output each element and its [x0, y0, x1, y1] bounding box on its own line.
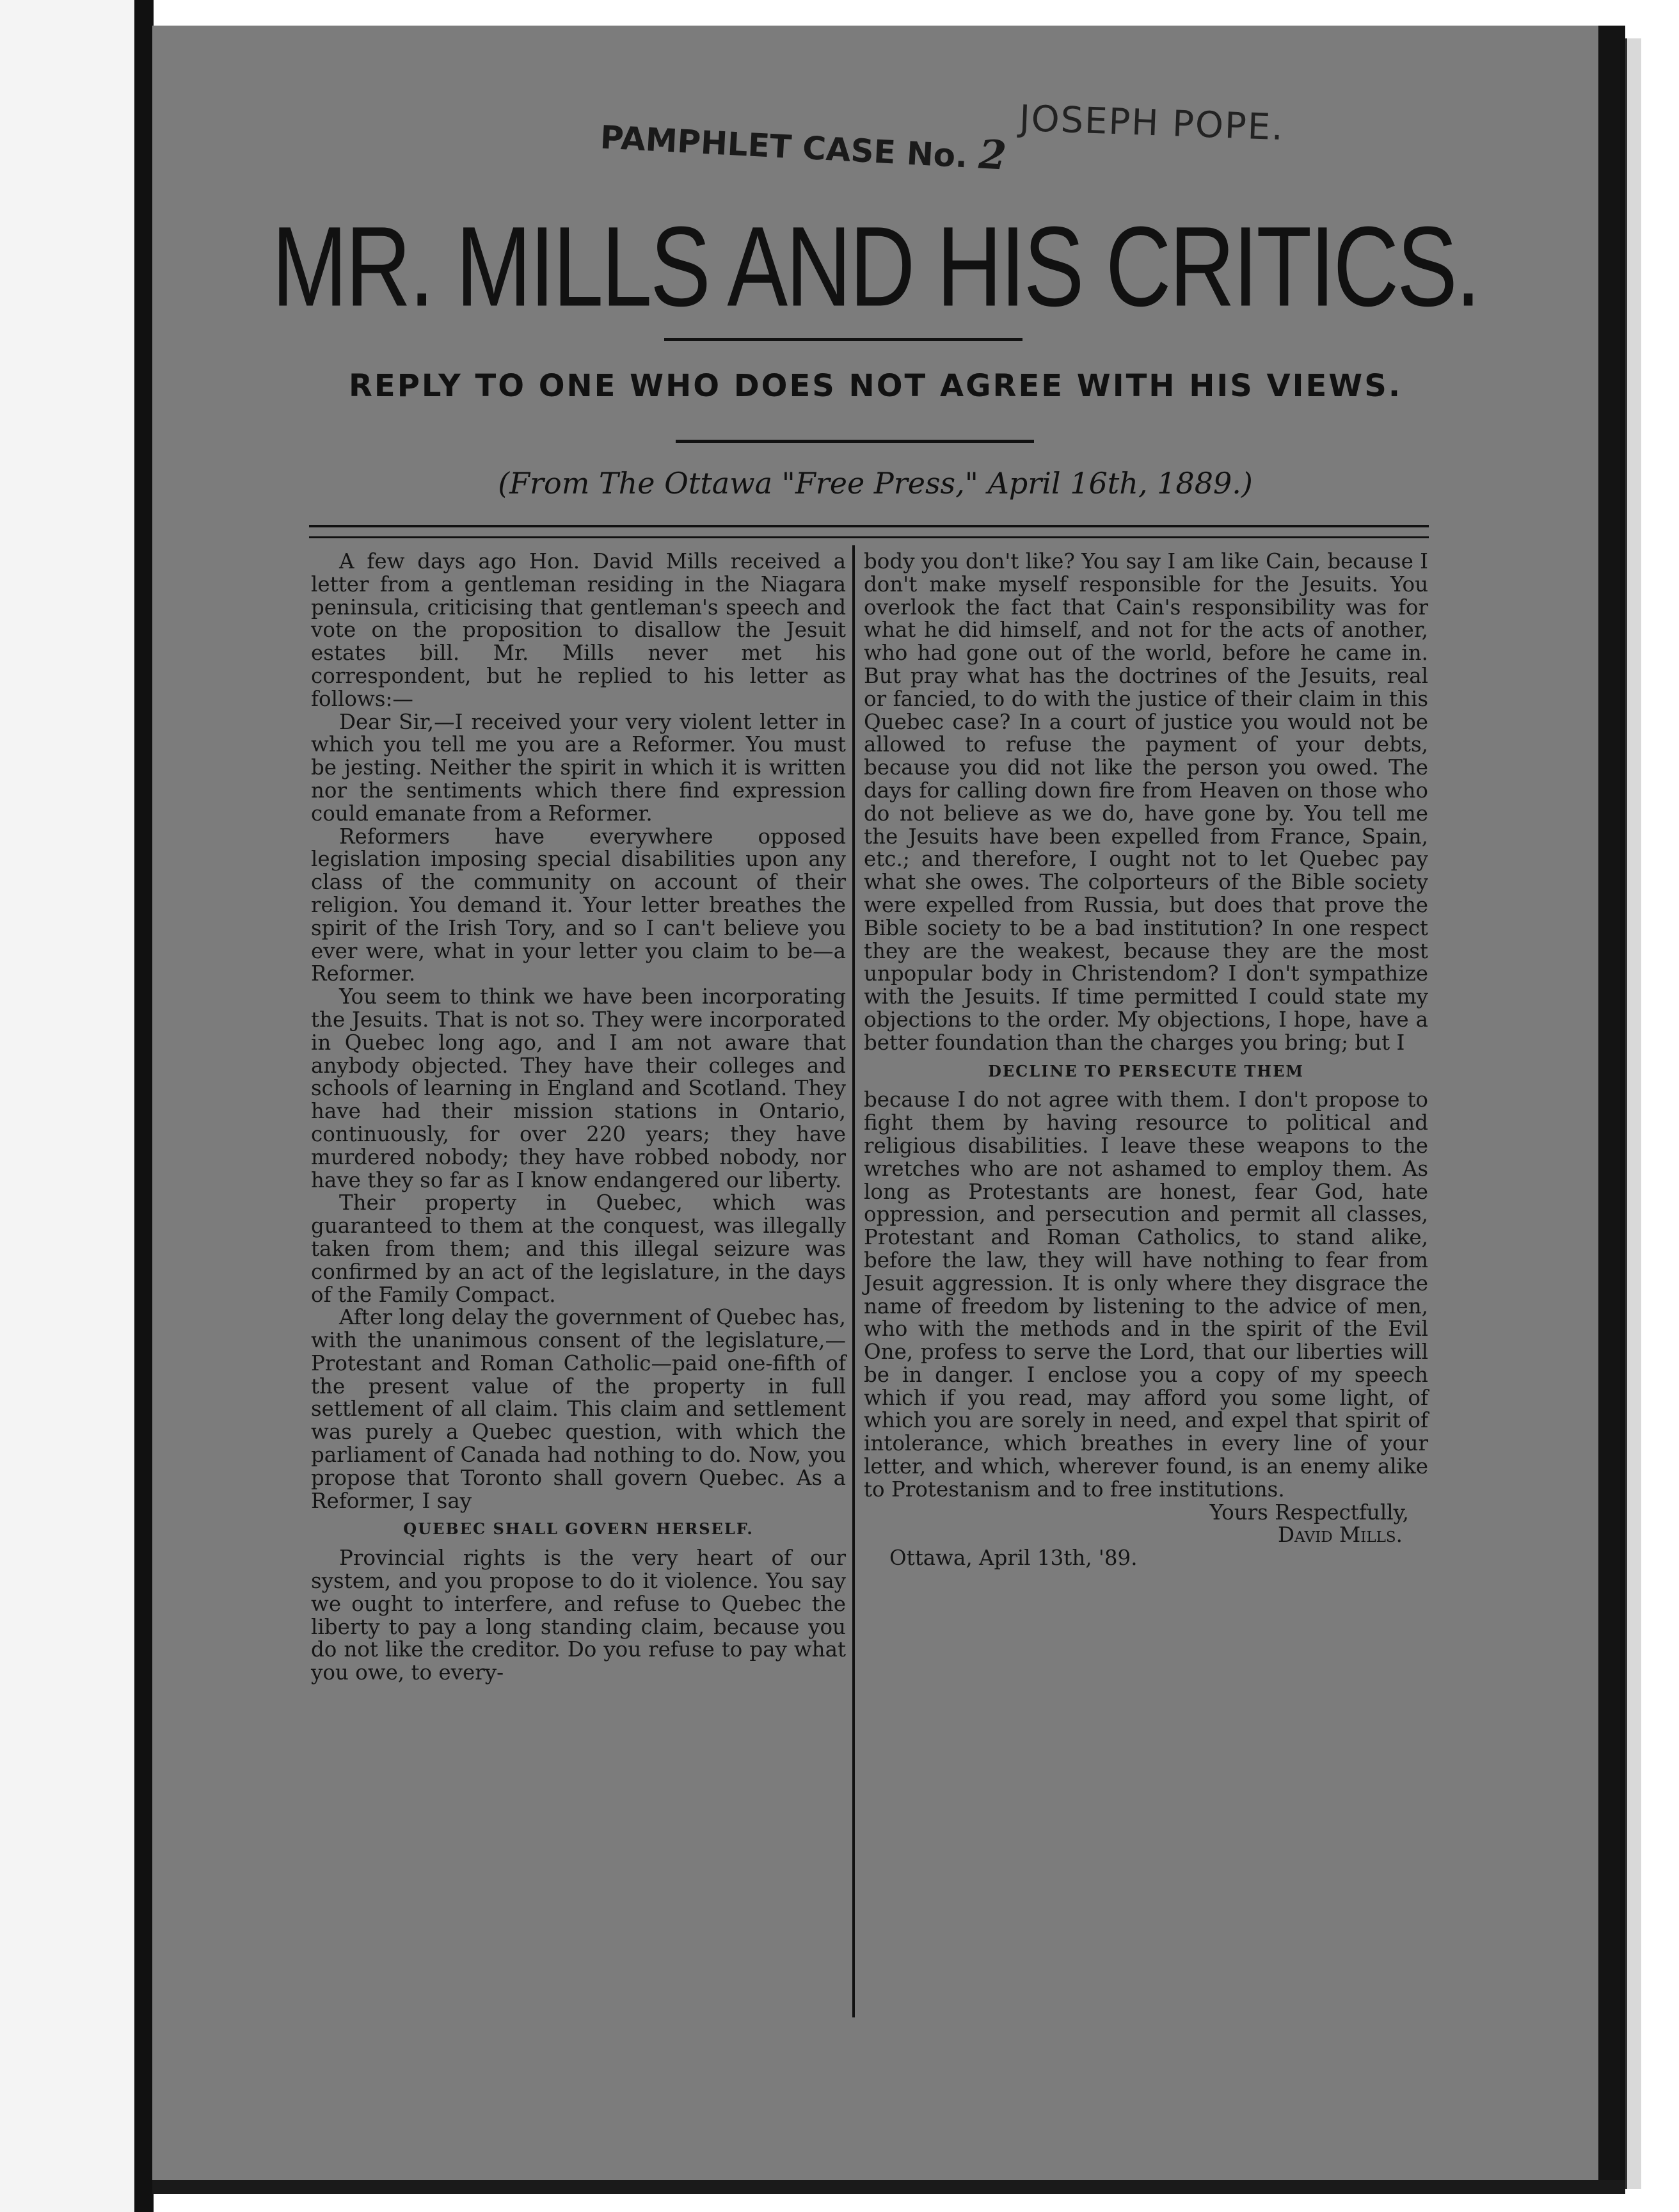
section-subhead: QUEBEC SHALL GOVERN HERSELF. — [403, 1519, 754, 1539]
title-divider — [664, 338, 1023, 341]
closing-salutation: Yours Respectfully, — [1209, 1500, 1409, 1525]
subtitle-divider — [676, 440, 1034, 443]
paragraph: body you don't like? You say I am like Cain, because I don't make myself responsible for the Jesuits. You overlook the fact that Cain's responsibility was for what he did himself, and not for the acts of another, who had gone out of the world, before he came in. But pray what has the doctrines of the Jesuits, real or fancied, to do with the justice of their claim in this Quebec case? In a court of justice you would not be allowed to refuse the payment of your debts, because you did not like the person you owed. The days for calling down fire from Heaven on those who do not believe as we do, have gone by. You tell me the Jesuits have been expelled from France, Spain, etc.; and therefore, I ought not to let Quebec pay what she owes. The colporteurs of the Bible society were expelled from Russia, but does that prove the Bible society to be a bad institution? In one respect they are the weakest, because they are the most unpopular body in Christendom? I don't sympathize with the Jesuits. If time permitted I could state my objections to the order. My objections, I hope, have a better foundation than the charges you bring; but I — [864, 549, 1428, 1055]
paragraph: You seem to think we have been incorporating the Jesuits. That is not so. They were incorporated in Quebec long ago, and I am not aware that anybody objected. They have their colleges and schools of learning in England and Scotland. They have had their mission stations in Ontario, continuously, for over 220 years; they have murdered nobody; they have robbed nobody, nor have they so far as I know endangered our liberty. — [311, 984, 846, 1192]
page-title: MR. MILLS AND HIS CRITICS. — [271, 203, 1479, 331]
paragraph: Their property in Quebec, which was guaranteed to them at the conquest, was illegally taken from them; and this illegal seizure was confirmed by an act of the legislature, in the days of the Family Compact. — [311, 1190, 846, 1307]
page-subtitle: REPLY TO ONE WHO DOES NOT AGREE WITH HIS VIEWS. — [348, 368, 1403, 404]
scan-left-edge — [134, 0, 154, 2212]
paragraph: because I do not agree with them. I don't propose to fight them by having resource to political and religious disabilities. I leave these weapons to the wretches who are not ashamed to employ them. As long as Protestants are honest, fear God, hate oppression, and persecution and permit all classes, Protestant and Roman Catholics, to stand alike, before the law, they will have nothing to fear from Jesuit aggression. It is only where they disgrace the name of freedom by listening to the advice of men, who with the methods and in the spirit of the Evil One, profess to serve the Lord, that our liberties will be in danger. I enclose you a copy of my speech which if you read, may afford you some light, of which you are sorely in need, and expel that spirit of intolerance, which breathes in every line of your letter, and which, wherever found, is an enemy alike to Protestanism and to free institutions. — [864, 1087, 1428, 1502]
scan-right-strip — [1625, 38, 1641, 2189]
left-column — [311, 550, 846, 1685]
letter-closing — [864, 1502, 1428, 1548]
document-page — [152, 26, 1598, 2180]
pamphlet-case-number: 2 — [977, 131, 1008, 179]
section-subhead: DECLINE TO PERSECUTE THEM — [988, 1061, 1304, 1080]
column-divider — [852, 545, 855, 2017]
paragraph: Dear Sir,—I received your very violent letter in which you tell me you are a Reformer. You must be jesting. Neither the spirit in which it is written nor the sentiments which there find expression could emanate from a Reformer. — [311, 709, 846, 826]
owner-stamp: JOSEPH POPE. — [1018, 97, 1285, 149]
right-column — [864, 550, 1428, 1570]
scan-right-edge — [1598, 26, 1625, 2189]
dateline: Ottawa, April 13th, '89. — [889, 1546, 1138, 1571]
paragraph: A few days ago Hon. David Mills received a letter from a gentleman residing in the Niagara peninsula, criticising that gentleman's speech and vote on the proposition to disallow the Jesuit estates bill. Mr. Mills never met his correspondent, but he replied to his letter as follows:— — [311, 549, 846, 711]
source-line: (From The Ottawa "Free Press," April 16th, 1889.) — [498, 466, 1253, 501]
pamphlet-case-stamp — [600, 111, 1008, 179]
paragraph: Provincial rights is the very heart of our system, and you propose to do it violence. You say we ought to interfere, and refuse to Quebec the liberty to pay a long standing claim, because you do not like the creditor. Do you refuse to pay what you owe, to every- — [311, 1546, 846, 1685]
scan-bottom-edge — [152, 2180, 1625, 2194]
paragraph: After long delay the government of Quebec has, with the unanimous consent of the legislature,—Protestant and Roman Catholic—paid one-fifth of the present value of the property in full settlement of all claim. This claim and settlement was purely a Quebec question, with which the parliament of Canada had nothing to do. Now, you propose that Toronto shall govern Quebec. As a Reformer, I say — [311, 1305, 846, 1513]
header-double-rule — [309, 525, 1429, 538]
scan-left-margin — [0, 0, 147, 2212]
pamphlet-case-label: PAMPHLET CASE No. — [599, 118, 969, 175]
paragraph: Reformers have everywhere opposed legislation imposing special disabilities upon any class of the community on account of their religion. You demand it. Your letter breathes the spirit of the Irish Tory, and so I can't believe you ever were, what in your letter you claim to be—a Reformer. — [311, 824, 846, 986]
signature: David Mills. — [1278, 1523, 1403, 1548]
